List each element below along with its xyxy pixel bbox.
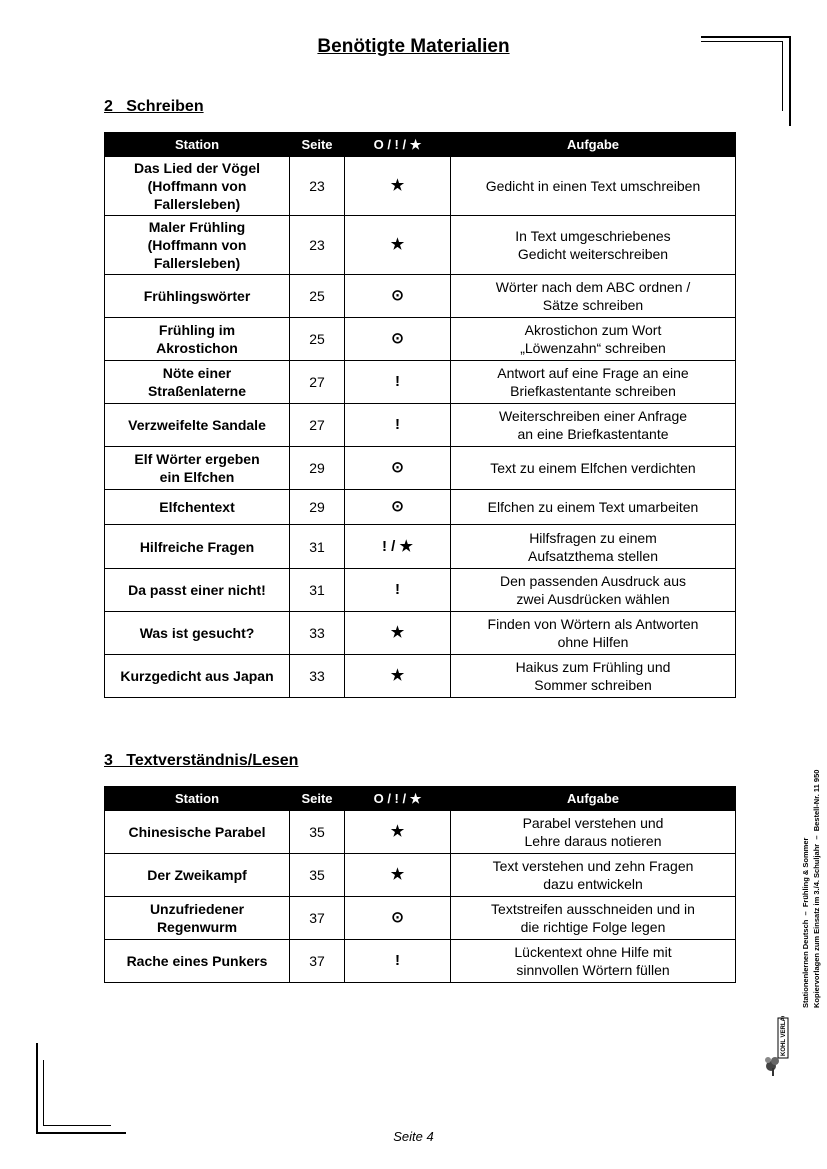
star-icon: ★ [345, 157, 451, 216]
station-cell: Kurzgedicht aus Japan [105, 655, 290, 698]
aufgabe-cell: Gedicht in einen Text umschreiben [451, 157, 736, 216]
table-row [105, 275, 736, 318]
logo-text: KOHL VERLAG [781, 1016, 787, 1056]
seite-cell: 35 [290, 854, 345, 897]
table-row [105, 447, 736, 490]
station-cell: Der Zweikampf [105, 854, 290, 897]
station-cell: Frühlingswörter [105, 275, 290, 318]
station-cell: Hilfreiche Fragen [105, 525, 290, 569]
exclamation-icon: ! [345, 404, 451, 447]
aufgabe-cell: Weiterschreiben einer Anfrage an eine Briefkastentante [451, 404, 736, 447]
table-row [105, 854, 736, 897]
circle-dot-icon: ⊙ [345, 490, 451, 525]
seite-cell: 29 [290, 490, 345, 525]
header-symbols: O / ! / ★ [345, 787, 451, 811]
circle-dot-icon: ⊙ [345, 897, 451, 940]
aufgabe-cell: Finden von Wörtern als Antworten ohne Hilfen [451, 612, 736, 655]
station-cell: Maler Frühling (Hoffmann von Fallersleben) [105, 216, 290, 275]
table-row [105, 940, 736, 983]
star-icon: ★ [345, 655, 451, 698]
table-header-row [105, 133, 736, 157]
header-symbols: O / ! / ★ [345, 133, 451, 157]
aufgabe-cell: Parabel verstehen und Lehre daraus notieren [451, 811, 736, 854]
seite-cell: 31 [290, 525, 345, 569]
aufgabe-cell: In Text umgeschriebenes Gedicht weiterschreiben [451, 216, 736, 275]
station-cell: Chinesische Parabel [105, 811, 290, 854]
station-cell: Da passt einer nicht! [105, 569, 290, 612]
header-station: Station [105, 133, 290, 157]
seite-cell: 27 [290, 361, 345, 404]
section-heading-schreiben: 2 Schreiben [104, 98, 204, 115]
table-row [105, 655, 736, 698]
aufgabe-cell: Haikus zum Frühling und Sommer schreiben [451, 655, 736, 698]
header-station: Station [105, 787, 290, 811]
station-cell: Elfchentext [105, 490, 290, 525]
star-icon: ★ [345, 612, 451, 655]
seite-cell: 35 [290, 811, 345, 854]
seite-cell: 37 [290, 940, 345, 983]
aufgabe-cell: Elfchen zu einem Text umarbeiten [451, 490, 736, 525]
seite-cell: 33 [290, 612, 345, 655]
table-header-row [105, 787, 736, 811]
exclamation-star-icon: ! / ★ [345, 525, 451, 569]
section-heading-textverstaendnis: 3 Textverständnis/Lesen [104, 752, 299, 769]
aufgabe-cell: Text zu einem Elfchen verdichten [451, 447, 736, 490]
station-cell: Rache eines Punkers [105, 940, 290, 983]
seite-cell: 25 [290, 275, 345, 318]
circle-dot-icon: ⊙ [345, 318, 451, 361]
station-cell: Elf Wörter ergeben ein Elfchen [105, 447, 290, 490]
publisher-logo [762, 1016, 792, 1078]
station-cell: Frühling im Akrostichon [105, 318, 290, 361]
header-aufgabe: Aufgabe [451, 133, 736, 157]
side-text-line2: Kopiervorlagen zum Einsatz im 3./4. Schuljahr – Bestell-Nr. 11 950 [812, 769, 821, 1008]
table-row [105, 490, 736, 525]
aufgabe-cell: Den passenden Ausdruck aus zwei Ausdrücken wählen [451, 569, 736, 612]
exclamation-icon: ! [345, 940, 451, 983]
circle-dot-icon: ⊙ [345, 275, 451, 318]
station-cell: Das Lied der Vögel (Hoffmann von Fallersleben) [105, 157, 290, 216]
station-cell: Verzweifelte Sandale [105, 404, 290, 447]
circle-dot-icon: ⊙ [345, 447, 451, 490]
aufgabe-cell: Hilfsfragen zu einem Aufsatzthema stellen [451, 525, 736, 569]
page-title: Benötigte Materialien [317, 36, 510, 57]
seite-cell: 23 [290, 216, 345, 275]
table-row [105, 318, 736, 361]
seite-cell: 33 [290, 655, 345, 698]
aufgabe-cell: Textstreifen ausschneiden und in die richtige Folge legen [451, 897, 736, 940]
table-row [105, 569, 736, 612]
station-cell: Was ist gesucht? [105, 612, 290, 655]
header-aufgabe: Aufgabe [451, 787, 736, 811]
header-seite: Seite [290, 787, 345, 811]
table-row [105, 525, 736, 569]
table-row [105, 216, 736, 275]
table-row [105, 157, 736, 216]
table-row [105, 612, 736, 655]
star-icon: ★ [345, 854, 451, 897]
aufgabe-cell: Lückentext ohne Hilfe mit sinnvollen Wörtern füllen [451, 940, 736, 983]
exclamation-icon: ! [345, 569, 451, 612]
seite-cell: 31 [290, 569, 345, 612]
station-cell: Nöte einer Straßenlaterne [105, 361, 290, 404]
exclamation-icon: ! [345, 361, 451, 404]
table-row [105, 897, 736, 940]
aufgabe-cell: Text verstehen und zehn Fragen dazu entwickeln [451, 854, 736, 897]
seite-cell: 23 [290, 157, 345, 216]
seite-cell: 27 [290, 404, 345, 447]
seite-cell: 25 [290, 318, 345, 361]
table-row [105, 404, 736, 447]
page-number: Seite 4 [393, 1129, 434, 1144]
side-text-line1: Stationenlernen Deutsch – Frühling & Sommer [801, 837, 810, 1008]
table-row [105, 811, 736, 854]
table-schreiben [104, 132, 736, 698]
header-seite: Seite [290, 133, 345, 157]
star-icon: ★ [345, 216, 451, 275]
seite-cell: 29 [290, 447, 345, 490]
star-icon: ★ [345, 811, 451, 854]
publisher-side-text [800, 770, 822, 1008]
aufgabe-cell: Wörter nach dem ABC ordnen / Sätze schreiben [451, 275, 736, 318]
aufgabe-cell: Akrostichon zum Wort „Löwenzahn“ schreiben [451, 318, 736, 361]
table-textverstaendnis [104, 786, 736, 983]
seite-cell: 37 [290, 897, 345, 940]
station-cell: Unzufriedener Regenwurm [105, 897, 290, 940]
table-row [105, 361, 736, 404]
aufgabe-cell: Antwort auf eine Frage an eine Briefkastentante schreiben [451, 361, 736, 404]
